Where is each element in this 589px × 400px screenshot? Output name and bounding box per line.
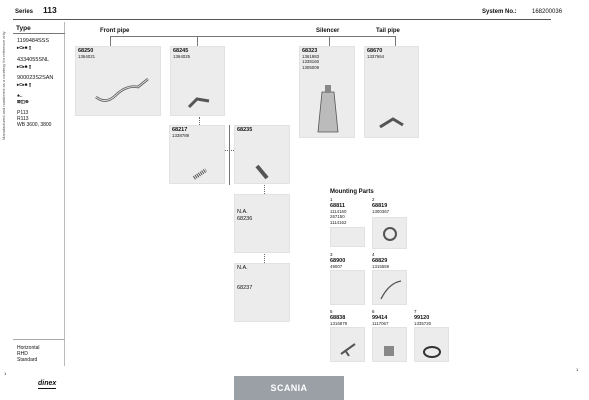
ring-clamp-icon xyxy=(415,328,450,363)
footer-drive: RHD xyxy=(17,351,28,357)
mount-card-4[interactable] xyxy=(372,252,407,305)
part-oe-number: 1338789 xyxy=(172,133,190,138)
type-code: 900023S2SAN xyxy=(17,75,54,81)
left-column xyxy=(13,22,65,366)
page-marker-right: 1 xyxy=(576,367,579,372)
pipe-bend-drawing xyxy=(171,47,226,117)
mount-image xyxy=(372,270,407,305)
mount-index: 3 xyxy=(330,252,333,257)
part-card-68245[interactable] xyxy=(170,46,225,116)
part-number: 68217 xyxy=(172,127,188,133)
part-number: 68250 xyxy=(78,48,94,54)
flex-pipe-drawing xyxy=(170,126,226,185)
part-oe-number: 1316879 xyxy=(330,321,348,326)
series-label: Series xyxy=(15,9,34,15)
section-silencer: Silencer xyxy=(316,28,340,34)
clamp-icon xyxy=(373,218,408,250)
sleeve-icon xyxy=(373,328,408,363)
part-number: 68245 xyxy=(173,48,189,54)
spec-model: P113 xyxy=(17,110,29,116)
part-oe-number: 1335720 xyxy=(414,321,432,326)
spec-model: R113 xyxy=(17,116,29,122)
system-number-label: System No.: xyxy=(482,9,517,15)
mount-image xyxy=(330,327,365,362)
mount-index: 2 xyxy=(372,197,375,202)
part-number: 68323 xyxy=(302,48,318,54)
connector xyxy=(395,36,396,46)
type-symbols: ▸C▸■ ▯ xyxy=(17,64,32,69)
side-disclaimer: Manufactured and numbered as a courtesy for reference only xyxy=(1,31,6,140)
connector xyxy=(229,125,230,185)
strap-icon xyxy=(373,271,408,306)
section-tail-pipe: Tail pipe xyxy=(376,28,400,34)
type-divider xyxy=(13,33,65,34)
mount-image xyxy=(330,227,365,247)
dinex-logo: dinex xyxy=(38,380,56,389)
part-oe-numbers: 1114160 267150 1114162 xyxy=(330,209,347,225)
mount-index: 4 xyxy=(372,252,375,257)
series-value: 113 xyxy=(43,5,57,15)
mount-index: 5 xyxy=(330,309,333,314)
header-divider xyxy=(13,19,551,20)
part-number: 68811 xyxy=(330,203,345,209)
type-heading: Type xyxy=(16,25,31,32)
spec-wheelbase: WB 3600, 3800 xyxy=(17,122,52,128)
part-oe-number: 1364025 xyxy=(173,54,191,59)
part-number: 68670 xyxy=(367,48,383,54)
silencer-drawing xyxy=(300,47,356,139)
part-card-68670[interactable] xyxy=(364,46,419,138)
footer-divider xyxy=(13,339,65,340)
part-oe-number: 49007 xyxy=(330,264,343,269)
dotted-connector xyxy=(264,254,265,263)
connector xyxy=(330,36,395,37)
part-number: 68237 xyxy=(237,285,253,291)
part-oe-number: 1364021 xyxy=(78,54,96,59)
part-oe-number: 1300367 xyxy=(372,209,390,214)
part-number: 68235 xyxy=(237,127,253,133)
part-card-68217[interactable] xyxy=(169,125,225,184)
type-symbols: ▸C▸■ ▯ xyxy=(17,45,32,50)
front-pipe-drawing xyxy=(76,47,162,117)
mount-card-5[interactable] xyxy=(330,309,365,362)
footer-orientation: Horizontal xyxy=(17,345,40,351)
part-availability: N.A. xyxy=(237,265,248,271)
part-card-68235[interactable] xyxy=(234,125,290,184)
part-oe-number: 1337664 xyxy=(367,54,385,59)
mount-index: 6 xyxy=(372,309,375,314)
part-number: 68829 xyxy=(372,258,388,264)
system-number-value: 168200036 xyxy=(532,9,563,15)
mount-card-6[interactable] xyxy=(372,309,407,362)
dotted-connector xyxy=(264,185,265,194)
part-oe-number: 1117067 xyxy=(372,321,389,326)
section-mounting-parts: Mounting Parts xyxy=(330,189,374,195)
part-number: 68900 xyxy=(330,258,346,264)
part-number: 99120 xyxy=(414,315,430,321)
mount-image xyxy=(330,270,365,305)
part-card-68250[interactable] xyxy=(75,46,161,116)
tail-pipe-drawing xyxy=(365,47,420,139)
part-oe-numbers: 1361983 1338160 1305009 xyxy=(302,54,320,70)
mount-image xyxy=(414,327,449,362)
footer-standard: Standard xyxy=(17,357,38,363)
section-front-pipe: Front pipe xyxy=(100,28,130,34)
page-marker-left: 1 xyxy=(4,371,7,376)
mount-index: 7 xyxy=(414,309,417,314)
connector xyxy=(197,36,198,46)
bracket-icon xyxy=(331,328,366,363)
dotted-connector xyxy=(199,117,200,125)
type-code: 4334055SNL xyxy=(17,57,50,63)
symbol-row: ♣.. xyxy=(17,93,23,98)
mount-card-7[interactable] xyxy=(414,309,449,362)
type-symbols: ▸C▸■ ▯ xyxy=(17,82,32,87)
part-number: 68838 xyxy=(330,315,346,321)
mount-image xyxy=(372,217,407,249)
brand-scania: SCANIA xyxy=(234,376,344,400)
part-availability: N.A. xyxy=(237,209,248,215)
mount-card-3[interactable] xyxy=(330,252,365,305)
mount-card-2[interactable] xyxy=(372,197,407,250)
symbol-row: ⊠◫⊕ xyxy=(17,99,29,104)
part-number: 68819 xyxy=(372,203,388,209)
part-oe-number: 1315559 xyxy=(372,264,390,269)
clamp-pipe-drawing xyxy=(235,126,291,185)
part-card-68236[interactable] xyxy=(234,194,290,253)
type-code: 1199484SSS xyxy=(17,38,50,44)
part-card-68237[interactable] xyxy=(234,263,290,322)
mount-image xyxy=(372,327,407,362)
connector-top xyxy=(110,36,330,46)
mount-card-1[interactable] xyxy=(330,197,365,250)
mount-index: 1 xyxy=(330,197,333,202)
part-number: 68236 xyxy=(237,216,253,222)
part-number: 99414 xyxy=(372,315,388,321)
part-card-68323[interactable] xyxy=(299,46,355,138)
